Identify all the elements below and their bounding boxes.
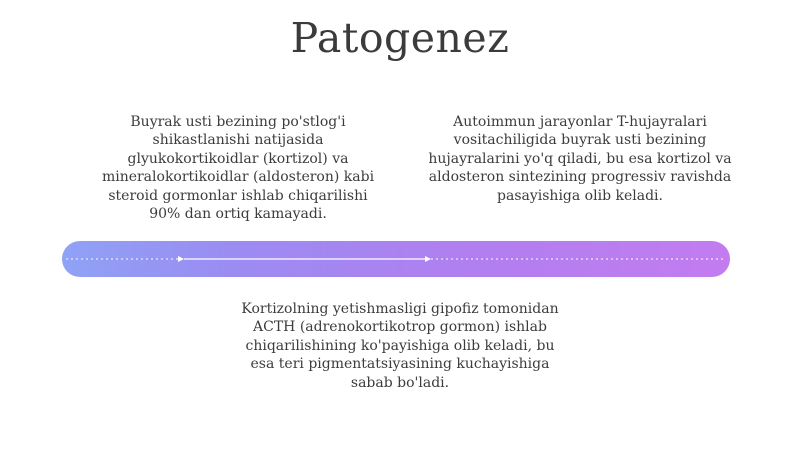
arrow-2-icon (425, 256, 431, 262)
arrow-1-icon (178, 256, 184, 262)
timeline-arrows (62, 241, 730, 277)
text-block-bottom: Kortizolning yetishmasligi gipofiz tomonidan ACTH (adrenokortikotrop gormon) ishlab chiqarilishining ko'payishiga olib keladi, bu esa teri pigmentatsiyasining kuchayishiga sabab bo'ladi. (241, 301, 559, 391)
text-block-left: Buyrak usti bezining po'stlog'i shikastlanishi natijasida glyukokortikoidlar (kortizol) va mineralokortikoidlar (aldosteron) kabi steroid gormonlar ishlab chiqarilishi 90% dan ortiq kamayadi. (101, 114, 375, 223)
text-block-right: Autoimmun jarayonlar T-hujayralari vositachiligida buyrak usti bezining hujayralarini yo'q qiladi, bu esa kortizol va aldosteron sintezining progressiv ravishda pasayishiga olib keladi. (428, 114, 732, 204)
slide-title: Patogenez (290, 14, 510, 62)
timeline-bar (62, 241, 730, 277)
